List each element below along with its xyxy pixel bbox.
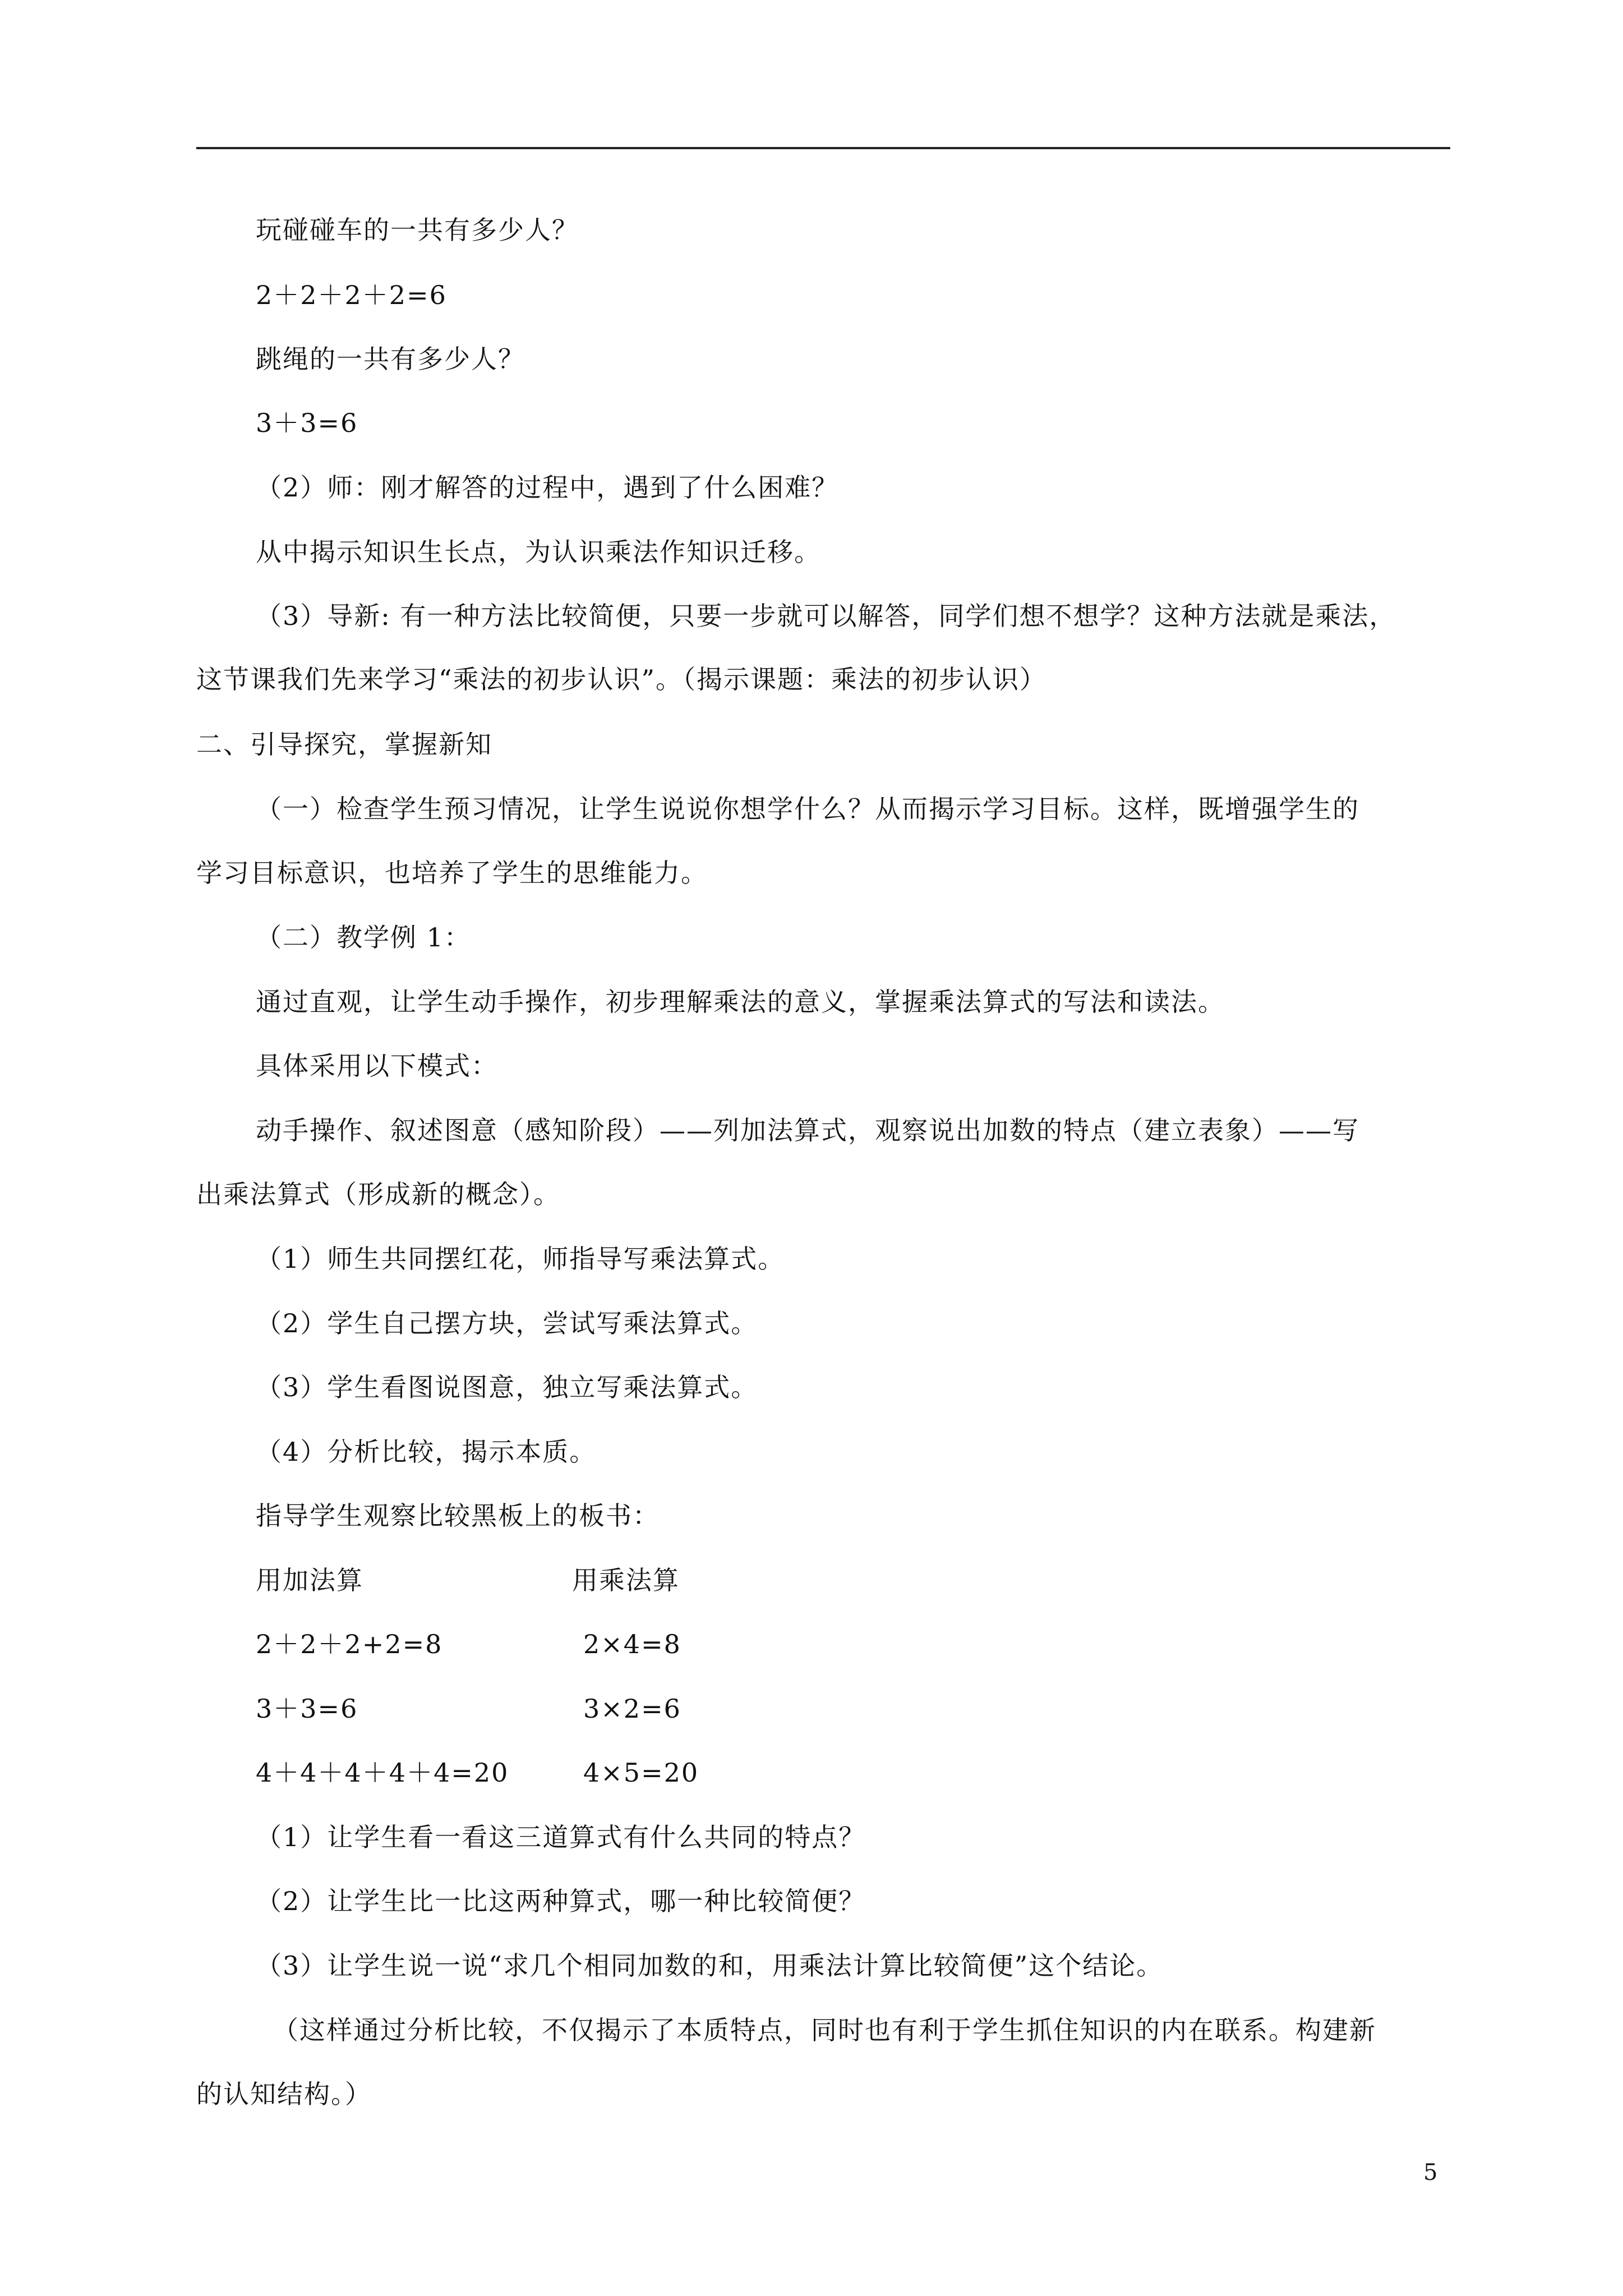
text-line: 动手操作、叙述图意（感知阶段）——列加法算式，观察说出加数的特点（建立表象）——写: [256, 1115, 1359, 1145]
text-line: （4）分析比较，揭示本质。: [256, 1437, 597, 1467]
text-line: 玩碰碰车的一共有多少人？: [256, 215, 579, 245]
text-line: 通过直观，让学生动手操作，初步理解乘法的意义，掌握乘法算式的写法和读法。: [256, 987, 1225, 1017]
text-line: 这节课我们先来学习“乘法的初步认识”。（揭示课题：乘法的初步认识）: [196, 664, 1047, 694]
text-line: 2＋2＋2＋2=6: [256, 280, 447, 310]
text-line: （2）让学生比一比这两种算式，哪一种比较简便？: [256, 1886, 866, 1916]
text-line: 的认知结构。）: [196, 2079, 372, 2109]
header-rule: [196, 147, 1450, 149]
table-cell-mul: 4×5=20: [583, 1757, 699, 1788]
text-line: 3＋3=6: [256, 408, 358, 438]
page-number: 5: [1423, 2160, 1438, 2185]
text-line: 从中揭示知识生长点，为认识乘法作知识迁移。: [256, 537, 821, 567]
text-line: （3）学生看图说图意，独立写乘法算式。: [256, 1372, 758, 1402]
table-header-add: 用加法算: [256, 1565, 363, 1595]
table-cell-mul: 2×4=8: [583, 1629, 681, 1659]
text-line: 具体采用以下模式：: [256, 1051, 498, 1081]
text-line: （3）让学生说一说“求几个相同加数的和，用乘法计算比较简便”这个结论。: [256, 1950, 1164, 1981]
text-line: 指导学生观察比较黑板上的板书：: [256, 1501, 660, 1531]
text-line: （2）学生自己摆方块，尝试写乘法算式。: [256, 1308, 758, 1338]
table-cell-add: 4＋4＋4＋4＋4=20: [256, 1757, 509, 1788]
text-line: 跳绳的一共有多少人？: [256, 344, 525, 374]
text-line: （3）导新: 有一种方法比较简便，只要一步就可以解答，同学们想不想学？这种方法就是乘法，: [256, 601, 1396, 631]
table-header-mul: 用乘法算: [572, 1565, 680, 1595]
text-line: （2）师：刚才解答的过程中，遇到了什么困难？: [256, 472, 839, 503]
table-cell-add: 2＋2＋2+2=8: [256, 1629, 443, 1659]
text-line: （这样通过分析比较，不仅揭示了本质特点，同时也有利于学生抓住知识的内在联系。构建新: [273, 2015, 1376, 2045]
table-cell-mul: 3×2=6: [583, 1694, 681, 1724]
text-line: 出乘法算式（形成新的概念）。: [196, 1179, 560, 1209]
text-line: （1）让学生看一看这三道算式有什么共同的特点？: [256, 1822, 866, 1852]
text-line: （一）检查学生预习情况，让学生说说你想学什么？从而揭示学习目标。这样，既增强学生的: [256, 794, 1359, 824]
text-line: 学习目标意识，也培养了学生的思维能力。: [196, 858, 708, 888]
text-line: （1）师生共同摆红花，师指导写乘法算式。: [256, 1244, 785, 1274]
text-line: （二）教学例 1：: [256, 922, 471, 953]
section-heading: 二、引导探究，掌握新知: [196, 729, 492, 760]
table-cell-add: 3＋3=6: [256, 1694, 358, 1724]
